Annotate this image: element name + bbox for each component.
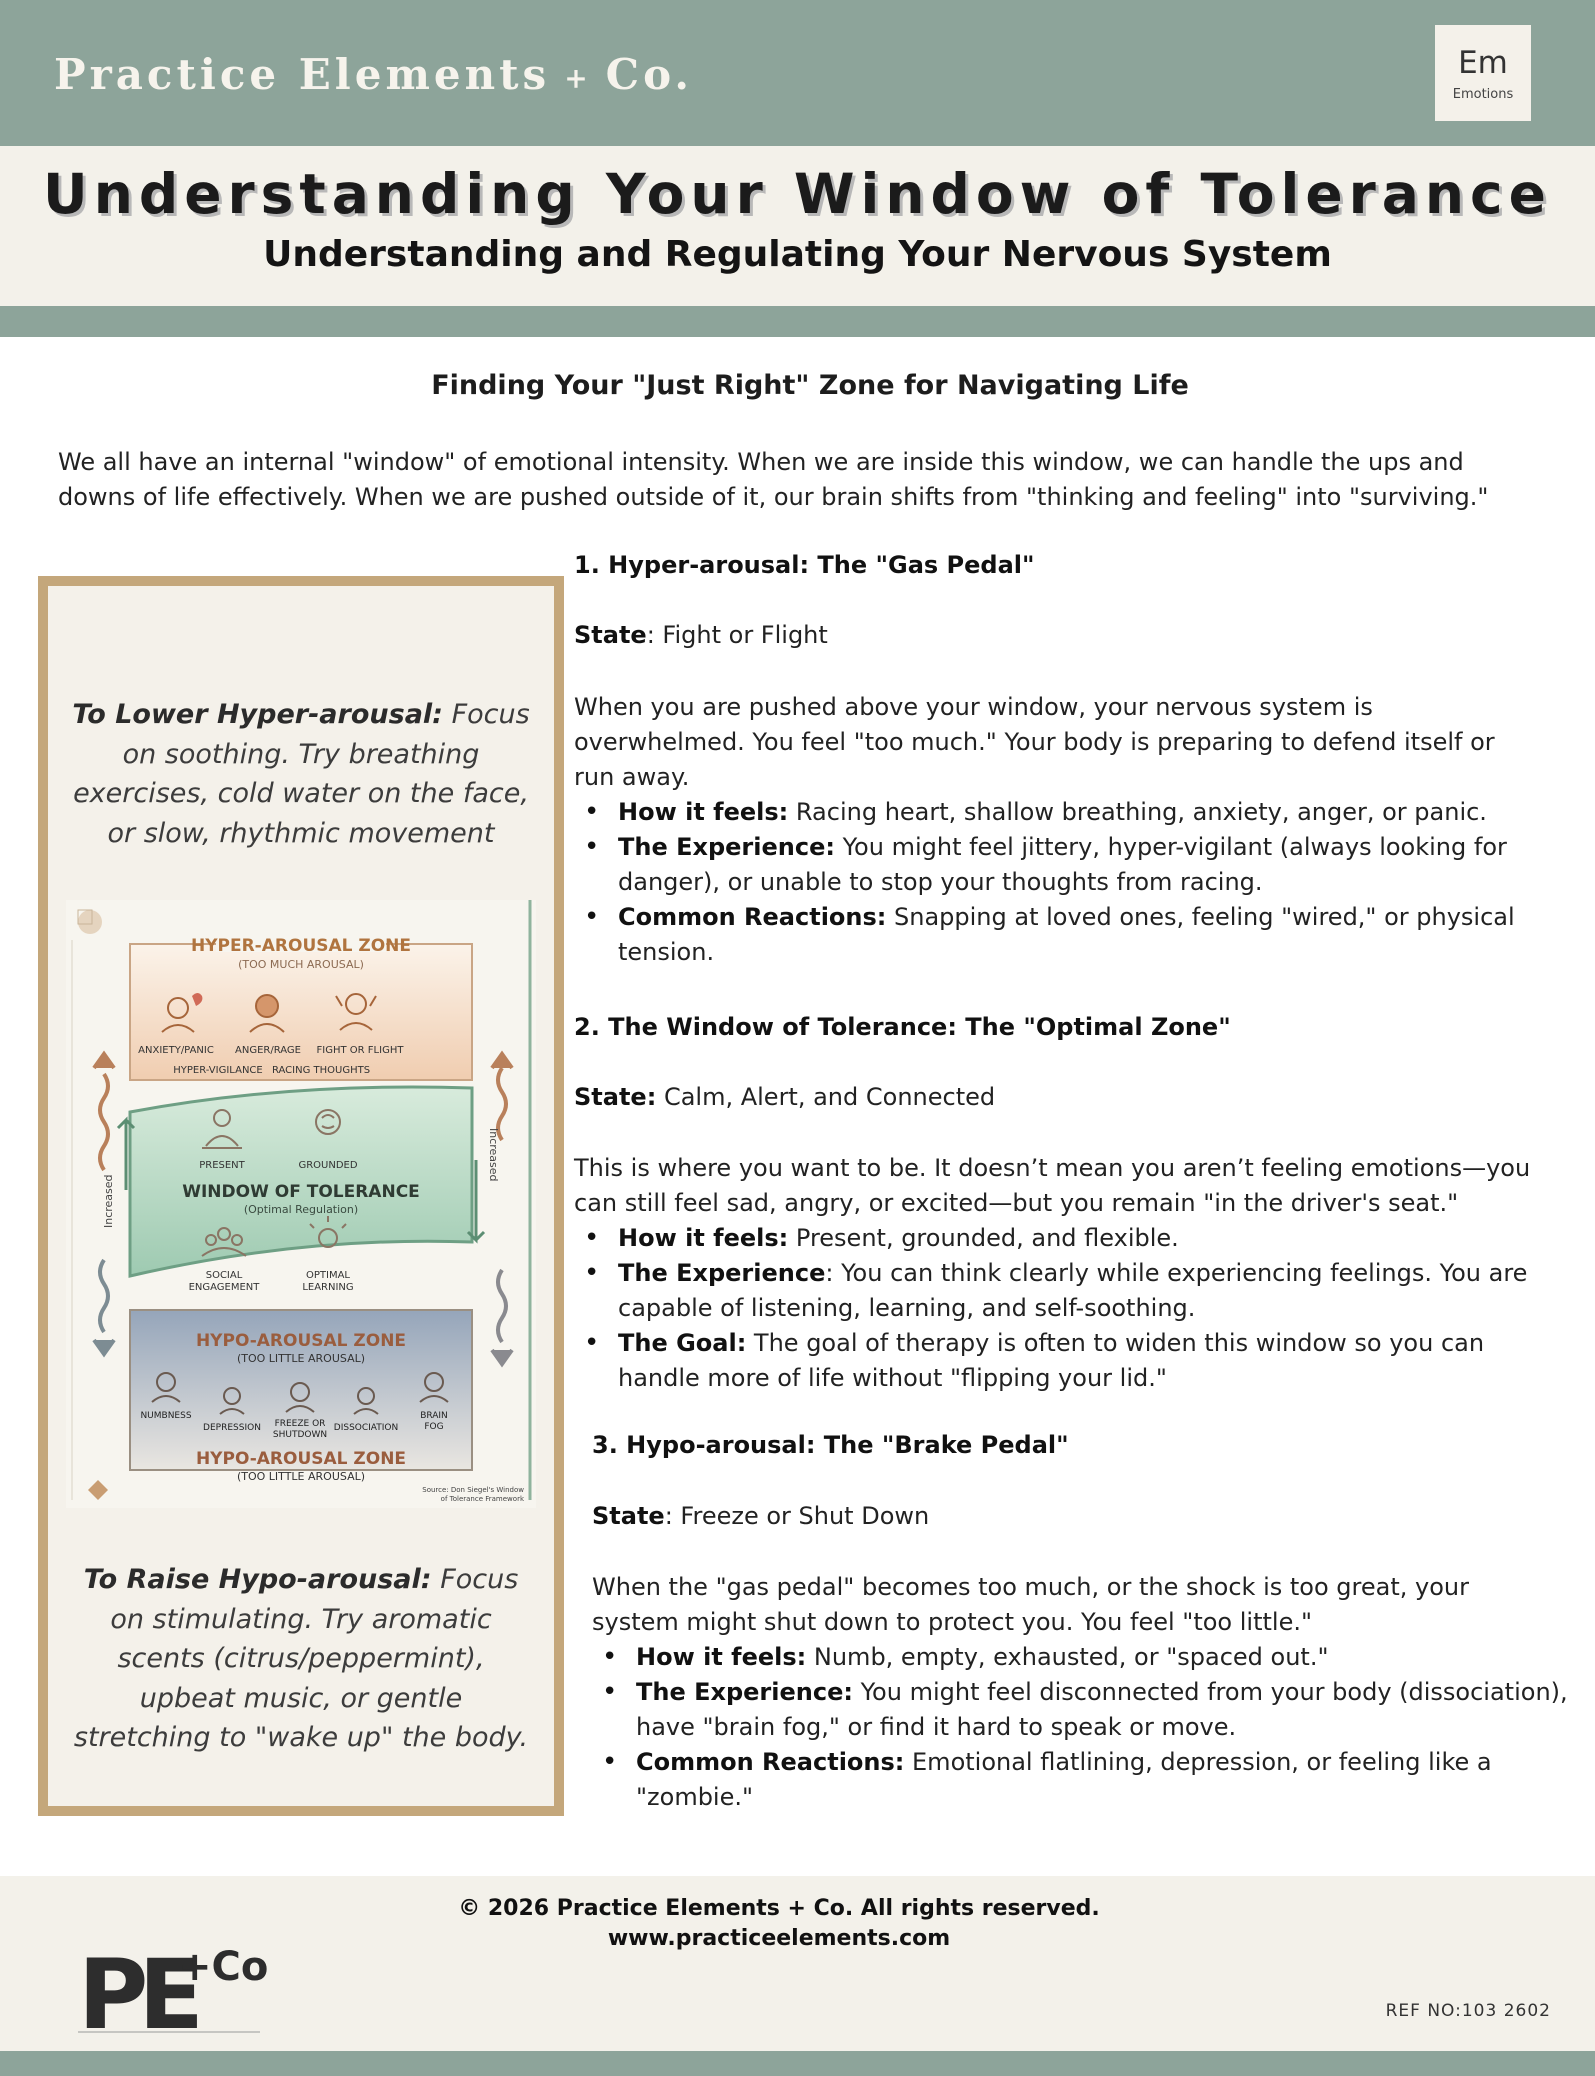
copyright-text: © 2026 Practice Elements + Co. All rights reserved. [458,1896,1100,1921]
list-item: • The Experience: You can think clearly while experiencing feelings. You are capable of listening, learning, and self-soothing. [574,1256,1574,1326]
lower-hyperarousal-tip: To Lower Hyper-arousal: Focus on soothing. Try breathing exercises, cold water on the face, or slow, rhythmic movement [72,699,530,849]
intro-paragraph: We all have an internal "window" of emotional intensity. When we are inside this window, we can handle the ups and downs of life effectively. When we are pushed outside of it, our brain shifts from "thinking and feeling" into "surviving." [58,448,1489,511]
section-hyperarousal-state: State: Fight or Flight [574,621,828,649]
source-note: Source: Don Siegel's Window [422,1486,524,1494]
svg-text:SHUTDOWN: SHUTDOWN [272,1430,328,1440]
hyperarousal-list [574,795,1574,970]
list-item: • Common Reactions: Emotional flatlining, depression, or feeling like a "zombie." [592,1745,1582,1815]
list-item: • How it feels: Racing heart, shallow breathing, anxiety, anger, or panic. [574,795,1574,830]
list-item: • The Goal: The goal of therapy is often to widen this window so you can handle more of life without "flipping your lid." [574,1326,1574,1396]
section-hypoarousal-state: State: Freeze or Shut Down [592,1502,930,1530]
page-title: Understanding Your Window of Tolerance [43,162,1552,226]
section-hypoarousal-desc: When the "gas pedal" becomes too much, or the shock is too great, your system might shut down to protect you. You feel "too little." [592,1573,1469,1636]
svg-text:ANGER/RAGE: ANGER/RAGE [235,1045,301,1056]
company-logo [78,1928,278,2042]
svg-text:HYPER-VIGILANCE: HYPER-VIGILANCE [173,1065,263,1076]
right-axis-label: Increased [487,1128,500,1182]
section-window-desc: This is where you want to be. It doesn’t mean you aren’t feeling emotions—you can still feel sad, angry, or excited—but you remain "in the driver's seat." [574,1154,1531,1217]
section-hyperarousal-heading: 1. Hyper-arousal: The "Gas Pedal" [574,551,1035,579]
list-item: • How it feels: Numb, empty, exhausted, or "spaced out." [592,1640,1582,1675]
list-item: • How it feels: Present, grounded, and flexible. [574,1221,1574,1256]
svg-text:ENGAGEMENT: ENGAGEMENT [188,1282,260,1293]
svg-text:ANXIETY/PANIC: ANXIETY/PANIC [138,1045,214,1056]
intro-heading: Finding Your "Just Right" Zone for Navigating Life [431,370,1189,401]
emotions-badge [1435,25,1531,121]
svg-text:FREEZE OR: FREEZE OR [274,1419,326,1429]
svg-text:HYPO-AROUSAL ZONE: HYPO-AROUSAL ZONE [195,1449,407,1469]
svg-text:PE: PE [78,1939,194,2038]
svg-text:FOG: FOG [424,1422,444,1432]
section-hyperarousal-desc: When you are pushed above your window, your nervous system is overwhelmed. You feel "too much." Your body is preparing to defend itself or run away. [574,693,1495,791]
svg-text:GROUNDED: GROUNDED [298,1160,358,1171]
hyper-zone-sub: (TOO MUCH AROUSAL) [238,958,364,971]
badge-symbol: Em [1458,45,1508,81]
bottom-strip [0,2051,1595,2076]
decor-circle [78,910,102,934]
window-zone-title: WINDOW OF TOLERANCE [182,1182,420,1202]
window-of-tolerance-infographic [66,900,536,1508]
svg-text:SOCIAL: SOCIAL [205,1270,243,1281]
svg-text:NUMBNESS: NUMBNESS [140,1411,192,1421]
regulation-tips-box [38,576,564,1816]
page-subtitle: Understanding and Regulating Your Nervous System [263,234,1332,275]
reference-number: REF NO:103 2602 [1385,2001,1551,2021]
list-item: • The Experience: You might feel disconnected from your body (dissociation), have "brain fog," or find it hard to speak or move. [592,1675,1582,1745]
svg-text:LEARNING: LEARNING [302,1282,354,1293]
list-item: • The Experience: You might feel jittery, hyper-vigilant (always looking for danger), or unable to stop your thoughts from racing. [574,830,1574,900]
left-axis-label: Increased [102,1174,115,1228]
list-item: • Common Reactions: Snapping at loved ones, feeling "wired," or physical tension. [574,900,1574,970]
svg-text:BRAIN: BRAIN [420,1411,448,1421]
website-link[interactable]: www.practiceelements.com [607,1926,951,1951]
brand-name: Practice Elements + Co. [54,50,693,99]
svg-text:OPTIMAL: OPTIMAL [306,1270,350,1281]
section-window-state: State: Calm, Alert, and Connected [574,1083,996,1111]
svg-text:of Tolerance Framework: of Tolerance Framework [440,1495,524,1503]
svg-text:FIGHT OR FLIGHT: FIGHT OR FLIGHT [316,1045,404,1056]
hyper-zone-title: HYPER-AROUSAL ZONE [190,936,412,956]
svg-text:DISSOCIATION: DISSOCIATION [333,1423,399,1433]
svg-text:(TOO LITTLE AROUSAL): (TOO LITTLE AROUSAL) [236,1470,366,1483]
section-window-heading: 2. The Window of Tolerance: The "Optimal Zone" [574,1013,1231,1041]
svg-text:PRESENT: PRESENT [199,1160,245,1171]
raise-hypoarousal-tip: To Raise Hypo-arousal: Focus on stimulating. Try aromatic scents (citrus/peppermint), upbeat music, or gentle stretching to "wake up" the body. [73,1564,529,1753]
divider-strip [0,306,1595,337]
footer [0,1876,1595,2051]
header-band [0,0,1595,146]
hypo-zone-title: HYPO-AROUSAL ZONE [195,1331,407,1351]
svg-text:(TOO LITTLE AROUSAL): (TOO LITTLE AROUSAL) [236,1352,366,1365]
section-hypoarousal-heading: 3. Hypo-arousal: The "Brake Pedal" [592,1431,1069,1459]
svg-text:+Co: +Co [178,1944,269,1990]
title-band [0,146,1595,306]
svg-text:DEPRESSION: DEPRESSION [203,1423,261,1433]
svg-text:RACING THOUGHTS: RACING THOUGHTS [271,1065,371,1076]
hypoarousal-list [592,1640,1582,1815]
svg-text:(Optimal Regulation): (Optimal Regulation) [243,1203,359,1216]
badge-caption: Emotions [1452,87,1514,102]
window-list [574,1221,1574,1396]
